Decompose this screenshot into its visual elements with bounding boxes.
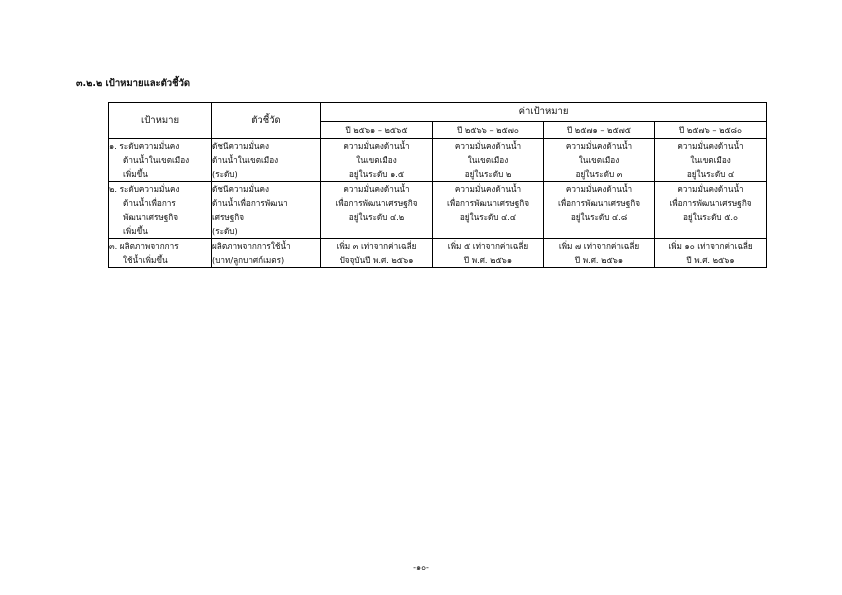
target-value-cell	[321, 182, 433, 239]
header-year: ปี ๒๕๖๖ – ๒๕๗๐	[433, 122, 544, 139]
target-value-cell	[655, 239, 767, 268]
target-value-line: ความมั่นคงด้านน้ำ	[677, 141, 744, 151]
goal-cell	[109, 182, 212, 239]
target-value-line: ในเขตเมือง	[690, 155, 731, 165]
target-value-line: ในเขตเมือง	[578, 155, 620, 165]
goal-line: ๑. ระดับความมั่นคง	[109, 141, 180, 151]
target-value-line: ปี พ.ศ. ๒๕๖๑	[574, 255, 624, 265]
target-value-line: ปี พ.ศ. ๒๕๖๑	[463, 255, 513, 265]
goal-line: พัฒนาเศรษฐกิจ	[123, 212, 179, 222]
target-value-line: อยู่ในระดับ ๔	[686, 169, 735, 179]
goal-line: เพิ่มขึ้น	[123, 226, 148, 236]
goal-line: ด้านน้ำในเขตเมือง	[123, 155, 190, 165]
target-value-line: ความมั่นคงด้านน้ำ	[343, 184, 410, 194]
target-value-line: อยู่ในระดับ ๔.๒	[348, 212, 405, 222]
targets-table	[108, 102, 767, 268]
header-target-values: ค่าเป้าหมาย	[321, 103, 767, 122]
target-value-line: ปี พ.ศ. ๒๕๖๑	[686, 255, 735, 265]
table-body	[109, 139, 767, 268]
indicator-line: (บาท/ลูกบาศก์เมตร)	[212, 255, 285, 265]
table-row	[109, 139, 767, 182]
target-value-cell	[321, 139, 433, 182]
header-goal: เป้าหมาย	[109, 103, 212, 139]
header-year: ปี ๒๕๗๖ – ๒๕๘๐	[655, 122, 767, 139]
goal-line: ๒. ระดับความมั่นคง	[109, 184, 180, 194]
indicator-cell	[212, 182, 321, 239]
indicator-line: เศรษฐกิจ	[212, 212, 245, 222]
indicator-line: ด้านน้ำเพื่อการพัฒนา	[212, 198, 288, 208]
target-value-cell	[321, 239, 433, 268]
target-value-cell	[433, 182, 544, 239]
target-value-line: อยู่ในระดับ ๔.๔	[459, 212, 517, 222]
goal-line: ๓. ผลิตภาพจากการ	[109, 241, 179, 251]
indicator-line: ผลิตภาพจากการใช้น้ำ	[212, 241, 291, 251]
header-year: ปี ๒๕๖๑ – ๒๕๖๕	[321, 122, 433, 139]
target-value-cell	[433, 239, 544, 268]
target-value-cell	[544, 182, 655, 239]
target-value-line: ความมั่นคงด้านน้ำ	[454, 184, 522, 194]
indicator-line: ดัชนีความมั่นคง	[212, 141, 270, 151]
page-number: -๑๐-	[413, 563, 429, 572]
section-title: ๓.๒.๒ เป้าหมายและตัวชี้วัด	[76, 78, 191, 89]
goal-line: ด้านน้ำเพื่อการ	[123, 198, 176, 208]
target-value-line: อยู่ในระดับ ๒	[464, 169, 512, 179]
header-year: ปี ๒๕๗๑ – ๒๕๗๕	[544, 122, 655, 139]
target-value-line: ความมั่นคงด้านน้ำ	[565, 141, 633, 151]
target-value-line: ความมั่นคงด้านน้ำ	[343, 141, 410, 151]
target-value-line: เพิ่ม ๗ เท่าจากค่าเฉลี่ย	[558, 241, 640, 251]
target-value-line: เพื่อการพัฒนาเศรษฐกิจ	[669, 198, 752, 208]
goal-line: เพิ่มขึ้น	[123, 169, 148, 179]
target-value-line: ปัจจุบันปี พ.ศ. ๒๕๖๑	[339, 255, 414, 265]
indicator-line: ดัชนีความมั่นคง	[212, 184, 270, 194]
target-value-line: ในเขตเมือง	[356, 155, 397, 165]
goal-cell	[109, 139, 212, 182]
target-value-line: ความมั่นคงด้านน้ำ	[454, 141, 522, 151]
target-value-line: เพื่อการพัฒนาเศรษฐกิจ	[446, 198, 530, 208]
target-value-line: ความมั่นคงด้านน้ำ	[677, 184, 744, 194]
indicator-line: ด้านน้ำในเขตเมือง	[212, 155, 279, 165]
target-value-cell	[655, 182, 767, 239]
table-row	[109, 239, 767, 268]
target-value-line: อยู่ในระดับ ๕.๐	[683, 212, 739, 222]
indicator-line: (ระดับ)	[212, 226, 238, 236]
target-value-line: ความมั่นคงด้านน้ำ	[565, 184, 633, 194]
goal-line: ใช้น้ำเพิ่มขึ้น	[123, 255, 168, 265]
target-value-cell	[544, 139, 655, 182]
indicator-cell	[212, 139, 321, 182]
header-indicator: ตัวชี้วัด	[212, 103, 321, 139]
target-value-line: เพิ่ม ๕ เท่าจากค่าเฉลี่ย	[447, 241, 529, 251]
target-value-line: เพื่อการพัฒนาเศรษฐกิจ	[335, 198, 418, 208]
target-value-cell	[433, 139, 544, 182]
table-row	[109, 182, 767, 239]
indicator-line: (ระดับ)	[212, 169, 238, 179]
target-value-cell	[544, 239, 655, 268]
target-value-line: อยู่ในระดับ ๑.๕	[348, 169, 405, 179]
indicator-cell	[212, 239, 321, 268]
target-value-cell	[655, 139, 767, 182]
target-value-line: อยู่ในระดับ ๔.๘	[570, 212, 628, 222]
target-value-line: ในเขตเมือง	[467, 155, 509, 165]
goal-cell	[109, 239, 212, 268]
target-value-line: เพื่อการพัฒนาเศรษฐกิจ	[557, 198, 641, 208]
target-value-line: เพิ่ม ๑๐ เท่าจากค่าเฉลี่ย	[668, 241, 753, 251]
target-value-line: อยู่ในระดับ ๓	[575, 169, 623, 179]
target-value-line: เพิ่ม ๓ เท่าจากค่าเฉลี่ย	[336, 241, 417, 251]
